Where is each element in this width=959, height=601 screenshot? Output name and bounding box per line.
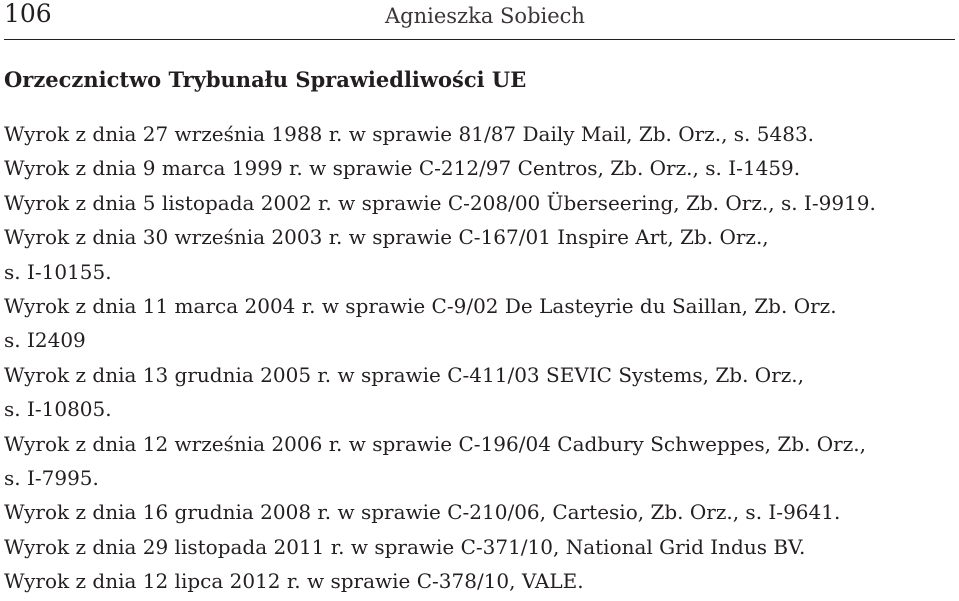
header-rule [4, 39, 955, 40]
case-law-list [4, 117, 955, 599]
section-heading: Orzecznictwo Trybunału Sprawiedliwości UE [4, 67, 527, 92]
running-header [0, 0, 959, 40]
case-line: Wyrok z dnia 12 września 2006 r. w sprawie C-196/04 Cadbury Schweppes, Zb. Orz., [4, 431, 866, 456]
case-line: Wyrok z dnia 5 listopada 2002 r. w sprawie C-208/00 Überseering, Zb. Orz., s. I-9919. [4, 190, 876, 215]
case-line: Wyrok z dnia 12 lipca 2012 r. w sprawie C-378/10, VALE. [4, 569, 584, 594]
case-line: s. I-10155. [4, 259, 112, 284]
case-line: Wyrok z dnia 16 grudnia 2008 r. w sprawie C-210/06, Cartesio, Zb. Orz., s. I-9641. [4, 500, 841, 525]
running-head-author: Agnieszka Sobiech [385, 4, 585, 28]
case-line: Wyrok z dnia 9 marca 1999 r. w sprawie C-212/97 Centros, Zb. Orz., s. I-1459. [4, 156, 801, 181]
case-line: s. I-10805. [4, 397, 112, 422]
case-line: Wyrok z dnia 30 września 2003 r. w sprawie C-167/01 Inspire Art, Zb. Orz., [4, 225, 769, 250]
case-line: s. I-7995. [4, 466, 99, 491]
case-line: Wyrok z dnia 27 września 1988 r. w sprawie 81/87 Daily Mail, Zb. Orz., s. 5483. [4, 122, 815, 146]
case-line: Wyrok z dnia 13 grudnia 2005 r. w sprawie C-411/03 SEVIC Systems, Zb. Orz., [4, 362, 805, 387]
case-line: Wyrok z dnia 29 listopada 2011 r. w sprawie C-371/10, National Grid Indus BV. [4, 534, 806, 559]
case-line: s. I2409 [4, 328, 86, 353]
page-number: 106 [4, 0, 52, 28]
case-line: Wyrok z dnia 11 marca 2004 r. w sprawie C-9/02 De Lasteyrie du Saillan, Zb. Orz. [4, 294, 837, 319]
